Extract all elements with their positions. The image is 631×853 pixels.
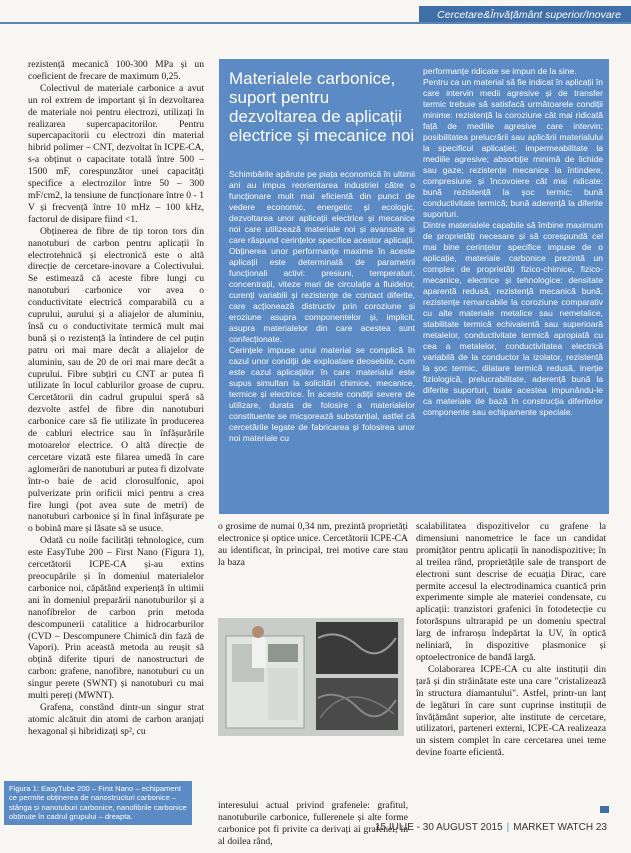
- feature-paragraph: performanțe ridicate se impun de la sine.: [423, 66, 577, 76]
- feature-box: [219, 59, 609, 514]
- section-label: Cercetare&Învățământ superior/Inovare: [419, 6, 631, 24]
- page-number: 23: [595, 822, 607, 833]
- equipment-photo: [218, 618, 404, 736]
- paragraph: scalabilitatea dispozitivelor cu grafene la dimensiuni nanometrice le face un candidat promițător pentru aplicații în nanodispozitive; în al treilea rând, proprietățile sale de transport de electroni sunt descrise de ecuația Dirac, care permite accesul la electrodinamica cuantică prin experimente simple ale materiei condensate, cu aplicații: tranzistori grafenici în fotodetecție cu fotorăspuns ultrarapid pe un domeniu spectral larg de infraroșu îndepărtat la UV, în optică neliniară, în dispozitive plasmonice și optoelectronice de bandă largă.: [416, 521, 606, 663]
- feature-paragraph: Cerințele impuse unui material se complică în cazul unor condiții de exploatare deosebite, cum este cazul aplicațiilor în care materialul este supus simultan la solicitări chimice, mecanice, termice și electrice. În aceste condiții severe de utilizare, durata de folosire a materialelor constituente se micșorează substanțial, astfel că cercetările legate de fabricarea și folosirea unor noi materiale cu: [229, 345, 415, 443]
- feature-paragraph: Obținerea unor performanțe maxime în aceste aplicații este determinată de parametrii funcționali activi: presiuni, temperaturi, concentrații, viteze mari de circulație a fluidelor, curenți variabili și rezistențe de contact diferite, care acționează distructiv prin coroziune și eroziune asupra componentelor și, implicit, asupra materialelor din care acestea sunt confecționate.: [229, 246, 415, 344]
- article-end-mark: [600, 806, 609, 813]
- feature-column-right: [423, 66, 603, 418]
- figure-1: [218, 618, 404, 784]
- article-column-1: [28, 59, 204, 738]
- feature-title: Materialele carbonice, suport pentru dezvoltarea de aplicații electrice și mecanice noi: [229, 69, 415, 145]
- paragraph: rezistență mecanică 100-300 MPa și un coeficient de frecare de maximum 0,25.: [28, 59, 204, 82]
- article-column-2: [218, 521, 408, 569]
- feature-paragraph: Schimbările apărute pe piața economică în ultimii ani au impus reorientarea industriei către o funcționare mult mai eficientă din punct de vedere economic, energetic și ecologic, dezvoltarea unor aplicații electrice și mecanice noi care utilizează materiale noi și avansate și care răspund cerințelor specifice acestor aplicații.: [229, 169, 415, 245]
- paragraph: Grafena, constând dintr-un singur strat atomic alcătuit din atomi de carbon aranjați hexagonal și hibridizați sp², cu: [28, 701, 204, 737]
- photo-illustration: [218, 618, 404, 736]
- figure-caption: Figura 1: EasyTube 200 – First Nano – echipament ce permite obținerea de nanostructuri carbonice – stânga și nanotuburi carbonice, nanofibrile carbonice obținute în cadrul grupului – dreapta.: [4, 781, 192, 825]
- paragraph: Colectivul de materiale carbonice a avut un rol extrem de important și în dezvoltarea de materiale noi pentru electrozi, utilizați în realizarea supercapacitorilor. Pentru supercapacitorii cu electrozi din material hibrid polimer – CNT, dezvoltat în ICPE-CA, s-a obținut o capacitate totală între 500 – 1500 mF, corespunzător unei capacități specifice a electrozilor între 50 – 300 mF/cm2, la tensiune de funcționare între 0 - 1 V și frecvență între 10 mHz – 100 kHz, factorul de disipare fiind <1.: [28, 82, 204, 225]
- paragraph: o grosime de numai 0,34 nm, prezintă proprietăți electronice și optice unice. Cercetătorii ICPE-CA au identificat, în principal, trei motive care stau la baza: [218, 521, 408, 568]
- feature-column-left: [229, 169, 415, 444]
- paragraph: Obținerea de fibre de tip toron tors din nanotuburi de carbon pentru aplicații în electrotehnică și electronică este o altă direcție de cercetare-inovare a Colectivului. Se estimează că aceste fibre lungi cu nanotuburi carbonice vor avea o conductivitate electrică comparabilă cu a cuprului, aurului și a aliajelor de aluminiu, însă cu o conductivitate termică mult mai bună și o rezistență la întindere de cel puțin patru ori mai mare decât a aliajelor de aluminiu, sau de 20 de ori mai mare decât a cuprului. Fibre subțiri cu CNT ar putea fi utilizate în locul cablurilor groase de cupru. Cercetătorii din cadrul grupului speră să dezvolte astfel de fibre din nanotuburi carbonice care să fie utilizate în producerea de cabluri electrice sau în înfășurările motoarelor electrice. O altă direcție de cercetare vizată este filarea umedă în care aglomerări de nanotuburi ar putea fi dizolvate într-o baie de acid clorosulfonic, apoi pulverizate prin orificii mici pentru a crea fire lungi (pot avea sute de metri) de nanotuburi carbonice și în final înfășurate pe o bobină mare și lăsate să se usuce.: [28, 225, 204, 535]
- paragraph: Colaborarea ICPE-CA cu alte instituții din țară și din străinătate este una care "cristalizează în structura diamantului". Astfel, printr-un lanț de legături în care sunt cuprinse instituții de învățământ superior, alte institute de cercetare, utilizatori, parteneri externi, ICPE-CA realizeaza un sistem complet în care cercetarea unei teme devine foarte eficientă.: [416, 663, 606, 759]
- header-rule: [0, 22, 631, 24]
- article-column-3: [416, 521, 606, 759]
- page-header: [0, 0, 631, 24]
- page-footer: [375, 822, 607, 833]
- magazine-name: MARKET WATCH: [513, 822, 594, 833]
- issue-date: 15 IULIE - 30 AUGUST 2015: [374, 822, 503, 833]
- footer-separator: |: [506, 822, 510, 833]
- feature-paragraph: Dintre materialele capabile să îmbine maximum de proprietăți necesare și să corespundă cel mai bine cerințelor specifice impuse de o aplicație, materiale carbonice prezintă un complex de proprietăți fizico-chimice, fizico-mecanice, electrice și tehnologice: densitate aparentă redusă, rezistență mecanică bună, rezistențe remarcabile la coroziune comparativ cu alte materiale metalice sau nemetalice, stabilitate termică echivalentă sau superioară metalelor, conductivitate termică apropiată cu cea a metalelor, conductivitatea electrică variabilă de la conductor la izolator, rezistență la șoc termic, dilatare termică redusă, inerție fiziologică, prelucrabilitate, aderență bună la diferite suporturi, toate acestea impunându-le ca materiale de bază în construcția diferitelor componente sau echipamente speciale.: [423, 220, 603, 417]
- paragraph: interesului actual privind grafenele: grafitul, nanotuburile carbonice, fullerenele și alte forme carbonice pot fi privite ca derivați ai grafenei; în al doilea rând,: [218, 800, 408, 847]
- feature-paragraph: Pentru ca un material să fie indicat în aplicații în care intervin medii agresive și de transfer termic trebuie să satisfacă următoarele condiții minime: rezistență la coroziune cât mai ridicată față de mediile agresive care intervin; posibilitatea prelucrării sau aplicării materialului la specificul aplicației; impermeabilitate la mediile agresive; absorbție minimă de lichide sau gaze; rezistențe mecanice la întindere, compresiune și încovoiere cât mai ridicate: bună rezistență la șoc termic; bună conductivitate termică; bună aderență la diferite suporturi.: [423, 77, 604, 219]
- paragraph: Odată cu noile facilități tehnologice, cum este EasyTube 200 – First Nano (Figura 1), cercetătorii ICPE-CA și-au extins preocupările și în domeniul materialelor carbonice noi, căpătând experiență în ultimii ani în domeniul preparării nanotuburilor și a nanofibrelor de carbon prin metoda descompunerii catalitice a hidrocarburilor (CVD – Descompunere Chimică din fază de Vapori). Prin această metoda au reușit să obțină diferite tipuri de nanostructuri de carbon: grafene, nanofibre, nanotuburi cu un singur perete (SWNT) și nanotuburi cu mai multi pereți (MWNT).: [28, 535, 204, 702]
